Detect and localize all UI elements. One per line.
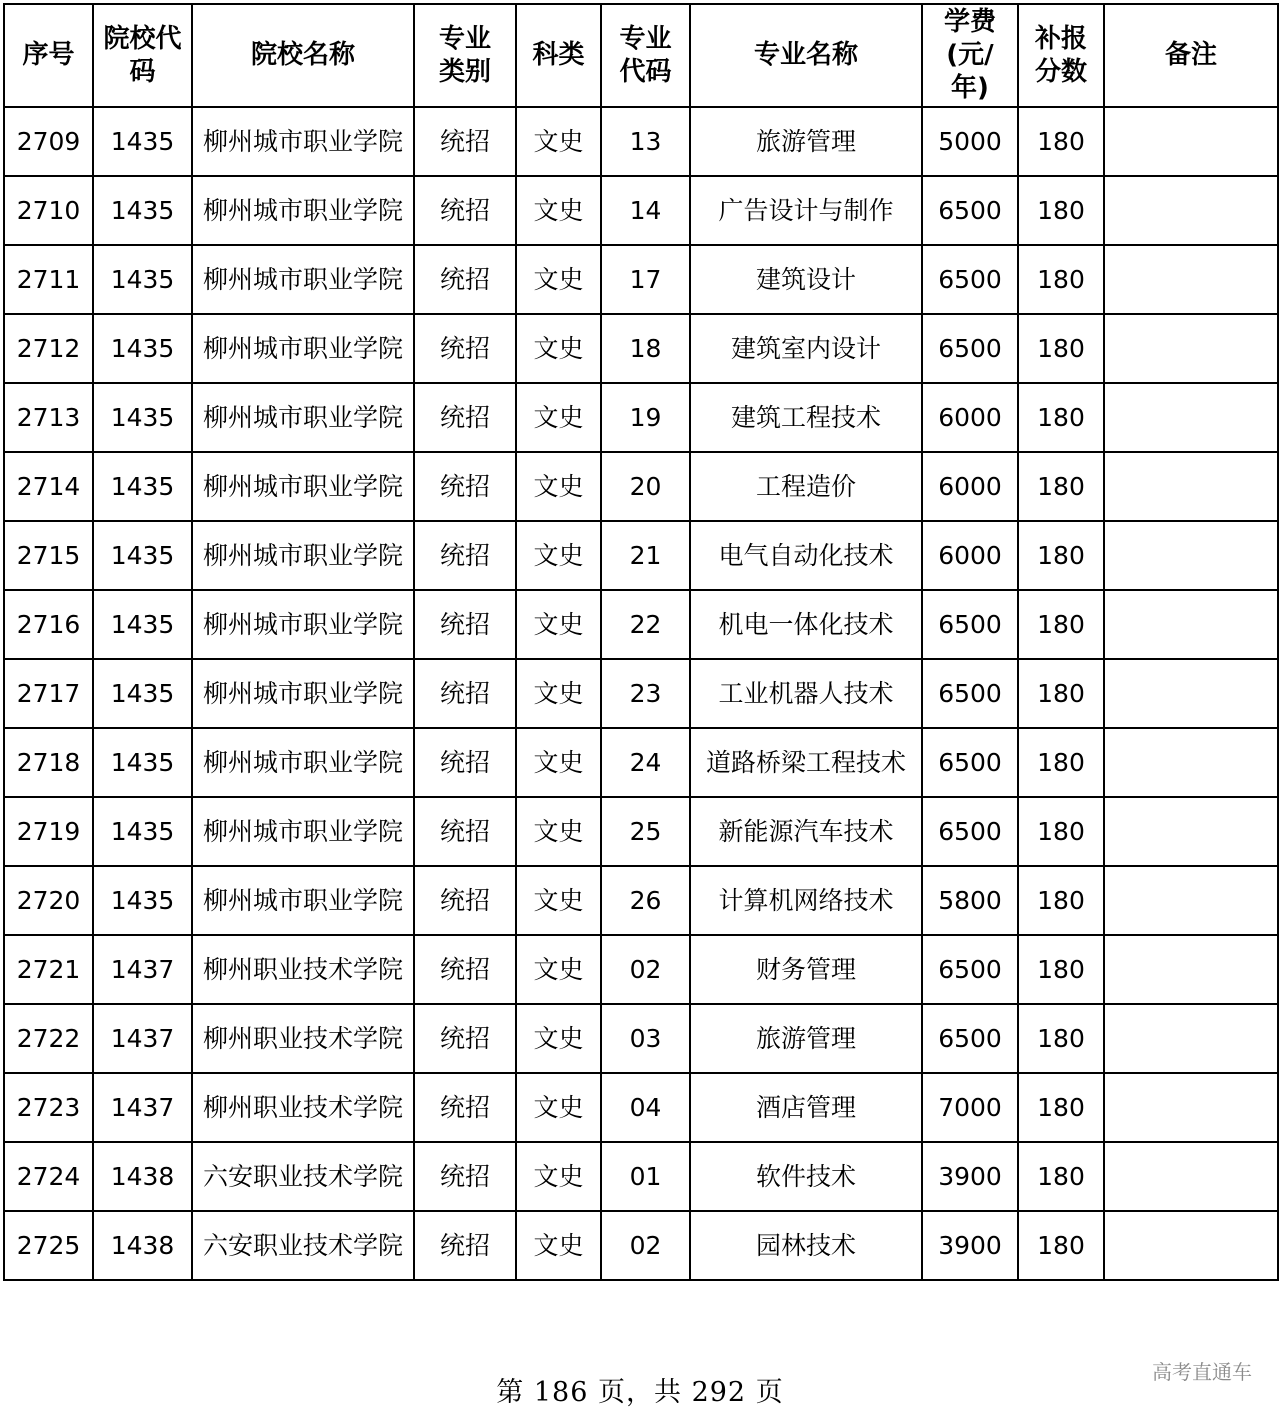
table-cell: 1435 — [93, 383, 192, 452]
table-row — [4, 314, 1278, 383]
table-cell: 6000 — [922, 452, 1018, 521]
table-cell: 22 — [601, 590, 690, 659]
table-cell: 180 — [1018, 245, 1104, 314]
table-cell: 1435 — [93, 728, 192, 797]
table-cell: 6500 — [922, 245, 1018, 314]
table-cell: 2722 — [4, 1004, 93, 1073]
table-cell: 文史 — [516, 314, 601, 383]
table-cell: 2713 — [4, 383, 93, 452]
table-cell: 02 — [601, 935, 690, 1004]
table-cell: 柳州城市职业学院 — [192, 245, 414, 314]
table-cell: 6500 — [922, 797, 1018, 866]
table-cell — [1104, 797, 1278, 866]
table-cell: 6500 — [922, 1004, 1018, 1073]
table-cell: 04 — [601, 1073, 690, 1142]
table-cell: 19 — [601, 383, 690, 452]
table-cell: 3900 — [922, 1211, 1018, 1280]
table-cell: 酒店管理 — [690, 1073, 922, 1142]
table-cell: 工业机器人技术 — [690, 659, 922, 728]
table-cell: 2717 — [4, 659, 93, 728]
table-cell: 道路桥梁工程技术 — [690, 728, 922, 797]
table-cell: 旅游管理 — [690, 1004, 922, 1073]
table-cell: 6500 — [922, 590, 1018, 659]
table-cell: 文史 — [516, 1004, 601, 1073]
column-header: 学费 (元/ 年) — [922, 4, 1018, 107]
table-row — [4, 1073, 1278, 1142]
table-cell: 3900 — [922, 1142, 1018, 1211]
table-cell — [1104, 521, 1278, 590]
table-cell: 柳州城市职业学院 — [192, 590, 414, 659]
table-cell: 柳州城市职业学院 — [192, 176, 414, 245]
table-cell: 24 — [601, 728, 690, 797]
table-cell: 2716 — [4, 590, 93, 659]
table-row — [4, 107, 1278, 176]
table-cell: 180 — [1018, 590, 1104, 659]
table-cell — [1104, 1211, 1278, 1280]
column-header: 专业 代码 — [601, 4, 690, 107]
table-cell: 文史 — [516, 728, 601, 797]
table-cell: 6500 — [922, 935, 1018, 1004]
table-cell — [1104, 659, 1278, 728]
table-cell: 六安职业技术学院 — [192, 1211, 414, 1280]
table-header-row — [4, 4, 1278, 107]
table-cell: 1435 — [93, 797, 192, 866]
table-cell: 7000 — [922, 1073, 1018, 1142]
column-header: 院校代 码 — [93, 4, 192, 107]
table-row — [4, 176, 1278, 245]
table-cell: 21 — [601, 521, 690, 590]
table-cell: 17 — [601, 245, 690, 314]
table-cell: 5000 — [922, 107, 1018, 176]
table-cell: 文史 — [516, 245, 601, 314]
table-cell: 文史 — [516, 866, 601, 935]
table-cell: 文史 — [516, 107, 601, 176]
table-cell — [1104, 866, 1278, 935]
table-cell: 6500 — [922, 314, 1018, 383]
table-cell: 建筑设计 — [690, 245, 922, 314]
table-cell: 柳州城市职业学院 — [192, 797, 414, 866]
table-cell: 机电一体化技术 — [690, 590, 922, 659]
table-cell: 文史 — [516, 521, 601, 590]
table-cell: 统招 — [414, 176, 516, 245]
table-cell: 180 — [1018, 1142, 1104, 1211]
table-cell: 1435 — [93, 245, 192, 314]
table-cell: 2720 — [4, 866, 93, 935]
table-cell — [1104, 728, 1278, 797]
column-header: 备注 — [1104, 4, 1278, 107]
table-cell — [1104, 245, 1278, 314]
column-header: 院校名称 — [192, 4, 414, 107]
column-header: 补报 分数 — [1018, 4, 1104, 107]
table-cell: 25 — [601, 797, 690, 866]
page-footer: 第 186 页，共 292 页 — [496, 1377, 784, 1408]
table-cell: 180 — [1018, 866, 1104, 935]
table-cell: 1437 — [93, 1004, 192, 1073]
table-body — [4, 107, 1278, 1280]
table-cell — [1104, 935, 1278, 1004]
table-cell: 13 — [601, 107, 690, 176]
table-cell: 6000 — [922, 383, 1018, 452]
table-cell: 2719 — [4, 797, 93, 866]
table-row — [4, 935, 1278, 1004]
table-cell: 统招 — [414, 1073, 516, 1142]
table-cell: 26 — [601, 866, 690, 935]
table-cell: 2723 — [4, 1073, 93, 1142]
table-cell — [1104, 590, 1278, 659]
table-cell: 180 — [1018, 1211, 1104, 1280]
table-cell: 1437 — [93, 935, 192, 1004]
table-cell: 文史 — [516, 452, 601, 521]
table-row — [4, 521, 1278, 590]
table-row — [4, 452, 1278, 521]
table-cell: 计算机网络技术 — [690, 866, 922, 935]
table-cell: 01 — [601, 1142, 690, 1211]
table-cell: 统招 — [414, 590, 516, 659]
table-cell: 工程造价 — [690, 452, 922, 521]
watermark: 高考直通车 — [1152, 1360, 1252, 1384]
table-cell: 1435 — [93, 659, 192, 728]
table-cell: 统招 — [414, 383, 516, 452]
table-cell — [1104, 107, 1278, 176]
table-cell: 柳州城市职业学院 — [192, 452, 414, 521]
table-cell: 文史 — [516, 590, 601, 659]
table-cell: 1435 — [93, 107, 192, 176]
table-row — [4, 1004, 1278, 1073]
table-row — [4, 245, 1278, 314]
table-cell: 180 — [1018, 1004, 1104, 1073]
table-cell: 1435 — [93, 176, 192, 245]
table-cell: 18 — [601, 314, 690, 383]
table-cell: 文史 — [516, 176, 601, 245]
table-cell — [1104, 314, 1278, 383]
table-cell: 柳州城市职业学院 — [192, 521, 414, 590]
table-cell: 6500 — [922, 659, 1018, 728]
table-cell: 180 — [1018, 728, 1104, 797]
table-cell: 2725 — [4, 1211, 93, 1280]
column-header: 专业名称 — [690, 4, 922, 107]
table-cell: 文史 — [516, 383, 601, 452]
table-cell: 1435 — [93, 590, 192, 659]
table-cell — [1104, 452, 1278, 521]
table-cell: 1438 — [93, 1211, 192, 1280]
table-cell: 柳州城市职业学院 — [192, 383, 414, 452]
table-row — [4, 1211, 1278, 1280]
table-cell: 电气自动化技术 — [690, 521, 922, 590]
table-cell: 统招 — [414, 935, 516, 1004]
table-cell: 统招 — [414, 1142, 516, 1211]
table-cell: 统招 — [414, 797, 516, 866]
table-cell: 180 — [1018, 935, 1104, 1004]
table-cell: 柳州城市职业学院 — [192, 659, 414, 728]
table-cell: 柳州城市职业学院 — [192, 728, 414, 797]
table-cell: 统招 — [414, 728, 516, 797]
table-cell: 文史 — [516, 935, 601, 1004]
table-cell: 180 — [1018, 314, 1104, 383]
table-cell: 柳州职业技术学院 — [192, 1004, 414, 1073]
table-cell — [1104, 1073, 1278, 1142]
table-cell: 文史 — [516, 797, 601, 866]
table-cell: 180 — [1018, 797, 1104, 866]
column-header: 序号 — [4, 4, 93, 107]
table-cell: 180 — [1018, 176, 1104, 245]
column-header: 专业 类别 — [414, 4, 516, 107]
table-cell: 23 — [601, 659, 690, 728]
table-cell: 6500 — [922, 728, 1018, 797]
table-cell: 建筑工程技术 — [690, 383, 922, 452]
table-cell: 03 — [601, 1004, 690, 1073]
table-cell: 02 — [601, 1211, 690, 1280]
table-cell: 2715 — [4, 521, 93, 590]
table-cell: 14 — [601, 176, 690, 245]
table-cell: 广告设计与制作 — [690, 176, 922, 245]
table-cell: 文史 — [516, 1073, 601, 1142]
table-cell: 2711 — [4, 245, 93, 314]
table-cell: 2724 — [4, 1142, 93, 1211]
table-cell: 6500 — [922, 176, 1018, 245]
table-cell: 2710 — [4, 176, 93, 245]
table-cell: 建筑室内设计 — [690, 314, 922, 383]
table-cell: 统招 — [414, 866, 516, 935]
table-cell: 新能源汽车技术 — [690, 797, 922, 866]
table-cell: 1438 — [93, 1142, 192, 1211]
table-cell: 统招 — [414, 245, 516, 314]
table-cell: 六安职业技术学院 — [192, 1142, 414, 1211]
table-row — [4, 866, 1278, 935]
table-cell: 2709 — [4, 107, 93, 176]
table-cell: 2721 — [4, 935, 93, 1004]
table-cell: 柳州城市职业学院 — [192, 107, 414, 176]
table-cell: 统招 — [414, 1211, 516, 1280]
table-cell: 统招 — [414, 314, 516, 383]
table-cell — [1104, 1004, 1278, 1073]
table-cell: 1435 — [93, 314, 192, 383]
table-cell: 旅游管理 — [690, 107, 922, 176]
column-header: 科类 — [516, 4, 601, 107]
table-cell: 5800 — [922, 866, 1018, 935]
table-cell: 软件技术 — [690, 1142, 922, 1211]
table-cell: 180 — [1018, 107, 1104, 176]
table-cell: 文史 — [516, 1211, 601, 1280]
table-cell: 2714 — [4, 452, 93, 521]
table-cell: 统招 — [414, 452, 516, 521]
table-cell: 文史 — [516, 659, 601, 728]
table-row — [4, 797, 1278, 866]
table-cell: 1435 — [93, 866, 192, 935]
table-cell: 柳州职业技术学院 — [192, 935, 414, 1004]
table-cell: 柳州城市职业学院 — [192, 314, 414, 383]
table-cell: 1435 — [93, 452, 192, 521]
table-cell: 6000 — [922, 521, 1018, 590]
table-cell: 统招 — [414, 521, 516, 590]
table-cell: 180 — [1018, 452, 1104, 521]
table-cell: 财务管理 — [690, 935, 922, 1004]
table-cell: 2712 — [4, 314, 93, 383]
table-cell: 1437 — [93, 1073, 192, 1142]
table-cell: 2718 — [4, 728, 93, 797]
table-cell: 统招 — [414, 1004, 516, 1073]
table-cell: 统招 — [414, 107, 516, 176]
table-cell: 180 — [1018, 521, 1104, 590]
table-row — [4, 728, 1278, 797]
table-cell — [1104, 1142, 1278, 1211]
table-cell: 180 — [1018, 659, 1104, 728]
table-row — [4, 383, 1278, 452]
table-row — [4, 1142, 1278, 1211]
table-cell — [1104, 383, 1278, 452]
table-cell: 柳州职业技术学院 — [192, 1073, 414, 1142]
table-cell — [1104, 176, 1278, 245]
table-cell: 1435 — [93, 521, 192, 590]
table-cell: 园林技术 — [690, 1211, 922, 1280]
table-cell: 20 — [601, 452, 690, 521]
admission-table — [3, 3, 1279, 1281]
table-row — [4, 590, 1278, 659]
table-cell: 统招 — [414, 659, 516, 728]
table-row — [4, 659, 1278, 728]
table-cell: 180 — [1018, 1073, 1104, 1142]
table-cell: 180 — [1018, 383, 1104, 452]
table-cell: 文史 — [516, 1142, 601, 1211]
table-cell: 柳州城市职业学院 — [192, 866, 414, 935]
